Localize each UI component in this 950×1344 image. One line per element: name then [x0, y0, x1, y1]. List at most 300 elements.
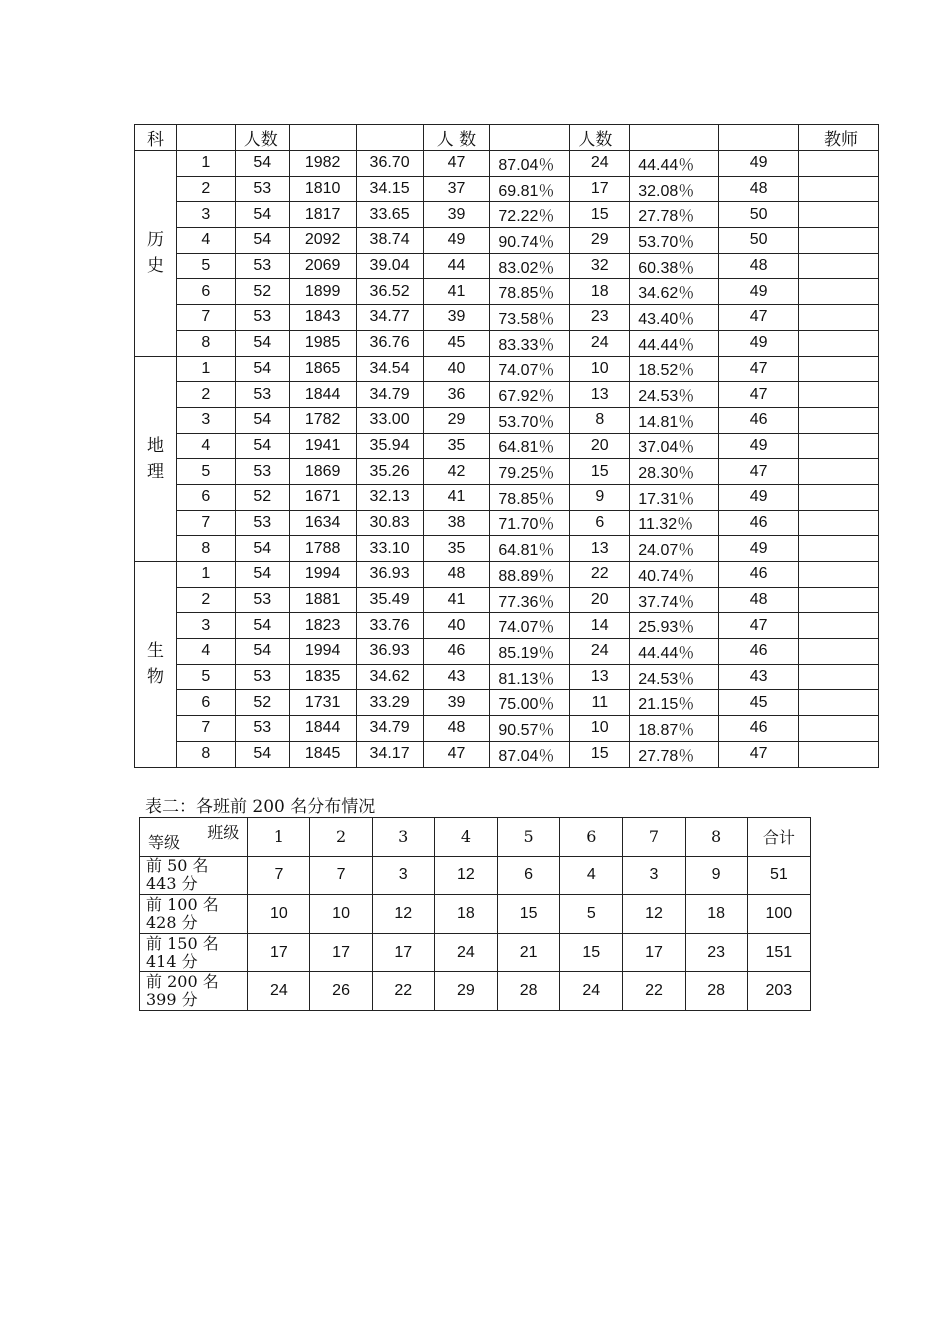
pass-rate-cell: 64.81％ [490, 433, 570, 459]
level-label-cell [140, 933, 248, 972]
pass-rate-cell: 72.22％ [490, 202, 570, 228]
table-row [135, 279, 879, 305]
column-header-cell: 2 [310, 818, 372, 857]
count-cell: 3 [372, 856, 434, 895]
count-cell: 12 [434, 856, 497, 895]
table-row [135, 510, 879, 536]
average-cell: 34.62 [356, 664, 423, 690]
class-cell: 6 [176, 279, 235, 305]
average-cell: 33.00 [356, 407, 423, 433]
headcount-cell: 53 [235, 305, 289, 331]
class-cell: 2 [176, 382, 235, 408]
pass-count-cell: 41 [423, 484, 490, 510]
excellent-rate-cell: 32.08％ [630, 176, 719, 202]
count-cell: 4 [560, 856, 623, 895]
pass-rate-cell: 85.19％ [490, 639, 570, 665]
max-cell: 49 [719, 536, 799, 562]
excellent-count-cell: 11 [570, 690, 630, 716]
count-cell: 10 [248, 895, 310, 934]
count-cell: 151 [747, 933, 810, 972]
excellent-rate-cell: 40.74％ [630, 562, 719, 588]
class-cell: 8 [176, 741, 235, 767]
pass-rate-cell: 74.07％ [490, 356, 570, 382]
total-cell: 1817 [289, 202, 356, 228]
total-cell: 1810 [289, 176, 356, 202]
table-header-row [135, 125, 879, 151]
max-cell: 49 [719, 279, 799, 305]
average-cell: 34.79 [356, 716, 423, 742]
excellent-rate-cell: 24.07％ [630, 536, 719, 562]
excellent-rate-cell: 27.78％ [630, 202, 719, 228]
excellent-count-cell: 24 [570, 330, 630, 356]
max-cell: 50 [719, 202, 799, 228]
average-cell: 33.76 [356, 613, 423, 639]
count-cell: 24 [560, 972, 623, 1011]
pass-rate-cell: 88.89％ [490, 562, 570, 588]
class-cell: 5 [176, 253, 235, 279]
excellent-count-cell: 10 [570, 716, 630, 742]
level-label-line: 前 150 名 [146, 933, 219, 953]
count-cell: 6 [498, 856, 560, 895]
excellent-count-cell: 32 [570, 253, 630, 279]
excellent-count-cell: 15 [570, 459, 630, 485]
column-header-cell: 4 [434, 818, 497, 857]
pass-count-cell: 47 [423, 741, 490, 767]
max-cell: 48 [719, 587, 799, 613]
pass-count-cell: 43 [423, 664, 490, 690]
class-cell: 8 [176, 536, 235, 562]
subject-stats-body [135, 125, 879, 768]
pass-count-cell: 40 [423, 356, 490, 382]
average-cell: 36.70 [356, 151, 423, 177]
count-cell: 7 [310, 856, 372, 895]
header-cell-excellent-rate [630, 125, 719, 151]
table-row [135, 305, 879, 331]
teacher-cell [799, 330, 879, 356]
top200-distribution-table [139, 817, 811, 1011]
pass-rate-cell: 79.25％ [490, 459, 570, 485]
pass-rate-cell: 77.36％ [490, 587, 570, 613]
class-cell: 8 [176, 330, 235, 356]
pass-count-cell: 44 [423, 253, 490, 279]
headcount-cell: 53 [235, 510, 289, 536]
level-label-line: 443 分 [146, 874, 198, 894]
headcount-cell: 54 [235, 356, 289, 382]
header-cell-average [356, 125, 423, 151]
pass-rate-cell: 83.02％ [490, 253, 570, 279]
total-cell: 1835 [289, 664, 356, 690]
max-cell: 46 [719, 639, 799, 665]
class-cell: 6 [176, 484, 235, 510]
pass-rate-cell: 78.85％ [490, 279, 570, 305]
excellent-count-cell: 29 [570, 228, 630, 254]
teacher-cell [799, 716, 879, 742]
table-row [135, 562, 879, 588]
level-label-cell [140, 972, 248, 1011]
count-cell: 17 [623, 933, 685, 972]
level-label-line: 428 分 [146, 912, 198, 932]
excellent-rate-cell: 37.04％ [630, 433, 719, 459]
max-cell: 47 [719, 305, 799, 331]
headcount-cell: 53 [235, 459, 289, 485]
excellent-rate-cell: 24.53％ [630, 382, 719, 408]
table-row [135, 330, 879, 356]
pass-rate-cell: 87.04％ [490, 741, 570, 767]
table2-caption: 表二：各班前 200 名分布情况 [145, 797, 376, 817]
average-cell: 34.17 [356, 741, 423, 767]
teacher-cell [799, 639, 879, 665]
table-row [135, 151, 879, 177]
headcount-cell: 53 [235, 587, 289, 613]
excellent-rate-cell: 27.78％ [630, 741, 719, 767]
average-cell: 34.54 [356, 356, 423, 382]
max-cell: 47 [719, 459, 799, 485]
count-cell: 12 [623, 895, 685, 934]
corner-cell [140, 818, 248, 857]
pass-rate-cell: 74.07％ [490, 613, 570, 639]
max-cell: 46 [719, 407, 799, 433]
count-cell: 7 [248, 856, 310, 895]
pass-rate-cell: 53.70％ [490, 407, 570, 433]
pass-count-cell: 41 [423, 279, 490, 305]
pass-rate-cell: 78.85％ [490, 484, 570, 510]
subject-char: 史 [146, 256, 164, 277]
class-cell: 1 [176, 151, 235, 177]
total-cell: 1985 [289, 330, 356, 356]
total-cell: 1844 [289, 716, 356, 742]
average-cell: 35.26 [356, 459, 423, 485]
pass-count-cell: 35 [423, 433, 490, 459]
subject-char: 生 [146, 641, 164, 662]
table-row [140, 933, 811, 972]
class-cell: 3 [176, 407, 235, 433]
count-cell: 15 [498, 895, 560, 934]
headcount-cell: 54 [235, 639, 289, 665]
count-cell: 18 [434, 895, 497, 934]
pass-count-cell: 41 [423, 587, 490, 613]
table-row [140, 856, 811, 895]
column-header-cell: 合计 [747, 818, 810, 857]
pass-count-cell: 47 [423, 151, 490, 177]
level-label-cell [140, 895, 248, 934]
class-cell: 1 [176, 562, 235, 588]
max-cell: 50 [719, 228, 799, 254]
excellent-count-cell: 13 [570, 536, 630, 562]
count-cell: 24 [434, 933, 497, 972]
excellent-count-cell: 20 [570, 433, 630, 459]
table-row [135, 407, 879, 433]
pass-count-cell: 48 [423, 716, 490, 742]
header-cell-class [176, 125, 235, 151]
level-label-line: 前 50 名 [146, 856, 209, 876]
excellent-count-cell: 17 [570, 176, 630, 202]
total-cell: 1941 [289, 433, 356, 459]
headcount-cell: 54 [235, 228, 289, 254]
count-cell: 17 [372, 933, 434, 972]
average-cell: 33.29 [356, 690, 423, 716]
pass-count-cell: 42 [423, 459, 490, 485]
teacher-cell [799, 433, 879, 459]
average-cell: 36.52 [356, 279, 423, 305]
excellent-rate-cell: 17.31％ [630, 484, 719, 510]
excellent-rate-cell: 18.52％ [630, 356, 719, 382]
headcount-cell: 54 [235, 433, 289, 459]
headcount-cell: 54 [235, 407, 289, 433]
max-cell: 46 [719, 716, 799, 742]
excellent-rate-cell: 53.70％ [630, 228, 719, 254]
count-cell: 29 [434, 972, 497, 1011]
class-cell: 2 [176, 587, 235, 613]
header-cell-pass-count: 人 数 [423, 125, 490, 151]
teacher-cell [799, 151, 879, 177]
max-cell: 47 [719, 613, 799, 639]
table-row [135, 202, 879, 228]
max-cell: 48 [719, 253, 799, 279]
excellent-rate-cell: 44.44％ [630, 151, 719, 177]
average-cell: 34.79 [356, 382, 423, 408]
table-row [135, 484, 879, 510]
excellent-rate-cell: 18.87％ [630, 716, 719, 742]
count-cell: 203 [747, 972, 810, 1011]
excellent-count-cell: 14 [570, 613, 630, 639]
total-cell: 1881 [289, 587, 356, 613]
teacher-cell [799, 587, 879, 613]
total-cell: 1823 [289, 613, 356, 639]
subject-cell [135, 562, 177, 768]
headcount-cell: 53 [235, 382, 289, 408]
pass-rate-cell: 71.70％ [490, 510, 570, 536]
max-cell: 46 [719, 510, 799, 536]
headcount-cell: 52 [235, 690, 289, 716]
excellent-rate-cell: 43.40％ [630, 305, 719, 331]
column-header-cell: 5 [498, 818, 560, 857]
excellent-count-cell: 6 [570, 510, 630, 536]
pass-count-cell: 37 [423, 176, 490, 202]
total-cell: 2092 [289, 228, 356, 254]
teacher-cell [799, 202, 879, 228]
count-cell: 28 [685, 972, 747, 1011]
count-cell: 18 [685, 895, 747, 934]
max-cell: 49 [719, 484, 799, 510]
column-header-cell: 8 [685, 818, 747, 857]
pass-count-cell: 39 [423, 305, 490, 331]
class-cell: 7 [176, 716, 235, 742]
excellent-count-cell: 13 [570, 382, 630, 408]
excellent-rate-cell: 34.62％ [630, 279, 719, 305]
total-cell: 1788 [289, 536, 356, 562]
total-cell: 1994 [289, 639, 356, 665]
count-cell: 100 [747, 895, 810, 934]
count-cell: 15 [560, 933, 623, 972]
level-label-line: 414 分 [146, 951, 198, 971]
total-cell: 1865 [289, 356, 356, 382]
count-cell: 28 [498, 972, 560, 1011]
pass-rate-cell: 69.81％ [490, 176, 570, 202]
teacher-cell [799, 536, 879, 562]
average-cell: 33.10 [356, 536, 423, 562]
level-label-line: 前 200 名 [146, 972, 219, 992]
headcount-cell: 52 [235, 279, 289, 305]
excellent-count-cell: 15 [570, 202, 630, 228]
corner-class-label: 班级 [207, 823, 240, 843]
teacher-cell [799, 176, 879, 202]
class-cell: 4 [176, 639, 235, 665]
class-cell: 4 [176, 433, 235, 459]
excellent-count-cell: 22 [570, 562, 630, 588]
subject-char: 理 [146, 461, 164, 482]
class-cell: 7 [176, 305, 235, 331]
total-cell: 1845 [289, 741, 356, 767]
total-cell: 1843 [289, 305, 356, 331]
header-cell-total [289, 125, 356, 151]
average-cell: 35.94 [356, 433, 423, 459]
headcount-cell: 53 [235, 664, 289, 690]
level-label-line: 399 分 [146, 990, 198, 1010]
level-label-line: 前 100 名 [146, 894, 219, 914]
class-cell: 3 [176, 202, 235, 228]
pass-rate-cell: 90.57％ [490, 716, 570, 742]
excellent-count-cell: 20 [570, 587, 630, 613]
top200-body [140, 818, 811, 1011]
headcount-cell: 54 [235, 330, 289, 356]
average-cell: 34.77 [356, 305, 423, 331]
pass-rate-cell: 67.92％ [490, 382, 570, 408]
subject-char: 物 [146, 667, 164, 688]
pass-rate-cell: 73.58％ [490, 305, 570, 331]
excellent-count-cell: 24 [570, 639, 630, 665]
header-cell-max [719, 125, 799, 151]
pass-count-cell: 38 [423, 510, 490, 536]
pass-count-cell: 29 [423, 407, 490, 433]
excellent-count-cell: 15 [570, 741, 630, 767]
count-cell: 17 [310, 933, 372, 972]
average-cell: 33.65 [356, 202, 423, 228]
table-row [135, 741, 879, 767]
max-cell: 46 [719, 562, 799, 588]
column-header-cell: 3 [372, 818, 434, 857]
teacher-cell [799, 253, 879, 279]
count-cell: 51 [747, 856, 810, 895]
excellent-count-cell: 13 [570, 664, 630, 690]
column-header-cell: 6 [560, 818, 623, 857]
total-cell: 1731 [289, 690, 356, 716]
table-row [135, 356, 879, 382]
table-row [135, 459, 879, 485]
count-cell: 26 [310, 972, 372, 1011]
subject-cell [135, 356, 177, 562]
teacher-cell [799, 741, 879, 767]
average-cell: 34.15 [356, 176, 423, 202]
max-cell: 47 [719, 356, 799, 382]
excellent-rate-cell: 44.44％ [630, 330, 719, 356]
headcount-cell: 52 [235, 484, 289, 510]
class-cell: 4 [176, 228, 235, 254]
excellent-count-cell: 23 [570, 305, 630, 331]
max-cell: 49 [719, 433, 799, 459]
table-row [135, 639, 879, 665]
header-cell-teacher: 教师 [799, 125, 879, 151]
header-cell-pass-rate [490, 125, 570, 151]
top200-header-row [140, 818, 811, 857]
pass-count-cell: 36 [423, 382, 490, 408]
header-cell-headcount: 人数 [235, 125, 289, 151]
pass-rate-cell: 83.33％ [490, 330, 570, 356]
teacher-cell [799, 279, 879, 305]
average-cell: 36.93 [356, 562, 423, 588]
excellent-rate-cell: 11.32％ [630, 510, 719, 536]
total-cell: 1982 [289, 151, 356, 177]
count-cell: 22 [623, 972, 685, 1011]
pass-rate-cell: 87.04％ [490, 151, 570, 177]
pass-rate-cell: 75.00％ [490, 690, 570, 716]
pass-count-cell: 49 [423, 228, 490, 254]
average-cell: 32.13 [356, 484, 423, 510]
pass-count-cell: 35 [423, 536, 490, 562]
table-row [140, 895, 811, 934]
max-cell: 48 [719, 176, 799, 202]
total-cell: 2069 [289, 253, 356, 279]
average-cell: 39.04 [356, 253, 423, 279]
teacher-cell [799, 613, 879, 639]
class-cell: 6 [176, 690, 235, 716]
pass-count-cell: 45 [423, 330, 490, 356]
teacher-cell [799, 356, 879, 382]
max-cell: 45 [719, 690, 799, 716]
pass-count-cell: 39 [423, 690, 490, 716]
pass-rate-cell: 64.81％ [490, 536, 570, 562]
excellent-count-cell: 24 [570, 151, 630, 177]
average-cell: 36.76 [356, 330, 423, 356]
class-cell: 3 [176, 613, 235, 639]
class-cell: 7 [176, 510, 235, 536]
excellent-count-cell: 10 [570, 356, 630, 382]
header-cell-subject: 科 [135, 125, 177, 151]
max-cell: 49 [719, 330, 799, 356]
table-row [135, 382, 879, 408]
headcount-cell: 54 [235, 536, 289, 562]
total-cell: 1844 [289, 382, 356, 408]
headcount-cell: 54 [235, 562, 289, 588]
total-cell: 1899 [289, 279, 356, 305]
total-cell: 1869 [289, 459, 356, 485]
max-cell: 43 [719, 664, 799, 690]
excellent-count-cell: 18 [570, 279, 630, 305]
subject-cell [135, 151, 177, 357]
headcount-cell: 54 [235, 613, 289, 639]
pass-count-cell: 46 [423, 639, 490, 665]
excellent-rate-cell: 14.81％ [630, 407, 719, 433]
table-row [135, 664, 879, 690]
excellent-count-cell: 9 [570, 484, 630, 510]
headcount-cell: 53 [235, 253, 289, 279]
max-cell: 49 [719, 151, 799, 177]
total-cell: 1671 [289, 484, 356, 510]
table-row [140, 972, 811, 1011]
teacher-cell [799, 664, 879, 690]
count-cell: 24 [248, 972, 310, 1011]
count-cell: 5 [560, 895, 623, 934]
excellent-count-cell: 8 [570, 407, 630, 433]
excellent-rate-cell: 44.44％ [630, 639, 719, 665]
teacher-cell [799, 459, 879, 485]
class-cell: 5 [176, 664, 235, 690]
teacher-cell [799, 484, 879, 510]
pass-rate-cell: 81.13％ [490, 664, 570, 690]
total-cell: 1994 [289, 562, 356, 588]
table-row [135, 433, 879, 459]
headcount-cell: 54 [235, 151, 289, 177]
teacher-cell [799, 562, 879, 588]
